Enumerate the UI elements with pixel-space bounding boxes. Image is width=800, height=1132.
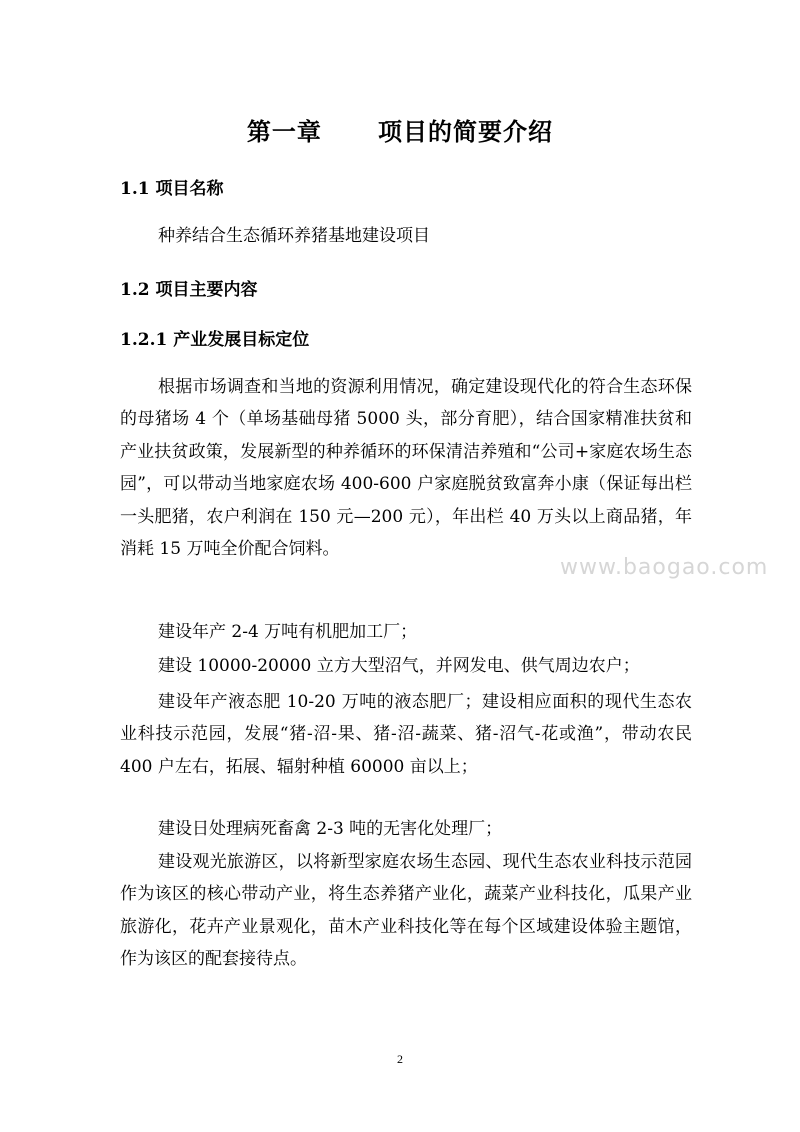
section-heading-1-2: 1.2 项目主要内容 (120, 280, 258, 300)
body-paragraph-5: 建设日处理病死畜禽 2-3 吨的无害化处理厂； (158, 819, 503, 839)
section-heading-1-2-1: 1.2.1 产业发展目标定位 (120, 330, 310, 350)
body-paragraph-6: 建设观光旅游区，以将新型家庭农场生态园、现代生态农业科技示范园作为该区的核心带动产业，将生态养猪产业化，蔬菜产业科技化，瓜果产业旅游化，花卉产业景观化，苗木产业科技化等在每个区域建设体验主题馆，作为该区的配套接待点。 (120, 852, 692, 970)
body-paragraph-4: 建设年产液态肥 10-20 万吨的液态肥厂；建设相应面积的现代生态农业科技示范园，发展“猪-沼-果、猪-沼-蔬菜、猪-沼气-花或渔”，带动农民 400 户左右，拓展、辐射种植 60000 亩以上； (120, 692, 692, 777)
section-heading-1-1: 1.1 项目名称 (120, 179, 224, 199)
body-paragraph-1: 根据市场调查和当地的资源利用情况，确定建设现代化的符合生态环保的母猪场 4 个（单场基础母猪 5000 头，部分育肥），结合国家精准扶贫和产业扶贫政策，发展新型的种养循环的环保清洁养殖和“公司+家庭农场生态园”，可以带动当地家庭农场 400-600 户家庭脱贫致富奔小康（保证每出栏一头肥猪，农户利润在 150 元—200 元），年出栏 40 万头以上商品猪，年消耗 15 万吨全价配合饲料。 (120, 377, 692, 560)
body-paragraph-3: 建设 10000-20000 立方大型沼气，并网发电、供气周边农户； (158, 656, 640, 676)
page-number: 2 (397, 1052, 403, 1066)
body-paragraph-2: 建设年产 2-4 万吨有机肥加工厂； (158, 622, 418, 642)
chapter-title: 第一章 项目的简要介绍 (246, 117, 554, 146)
watermark: www.baogao.com (560, 555, 769, 580)
project-name-paragraph: 种养结合生态循环养猪基地建设项目 (158, 226, 430, 246)
